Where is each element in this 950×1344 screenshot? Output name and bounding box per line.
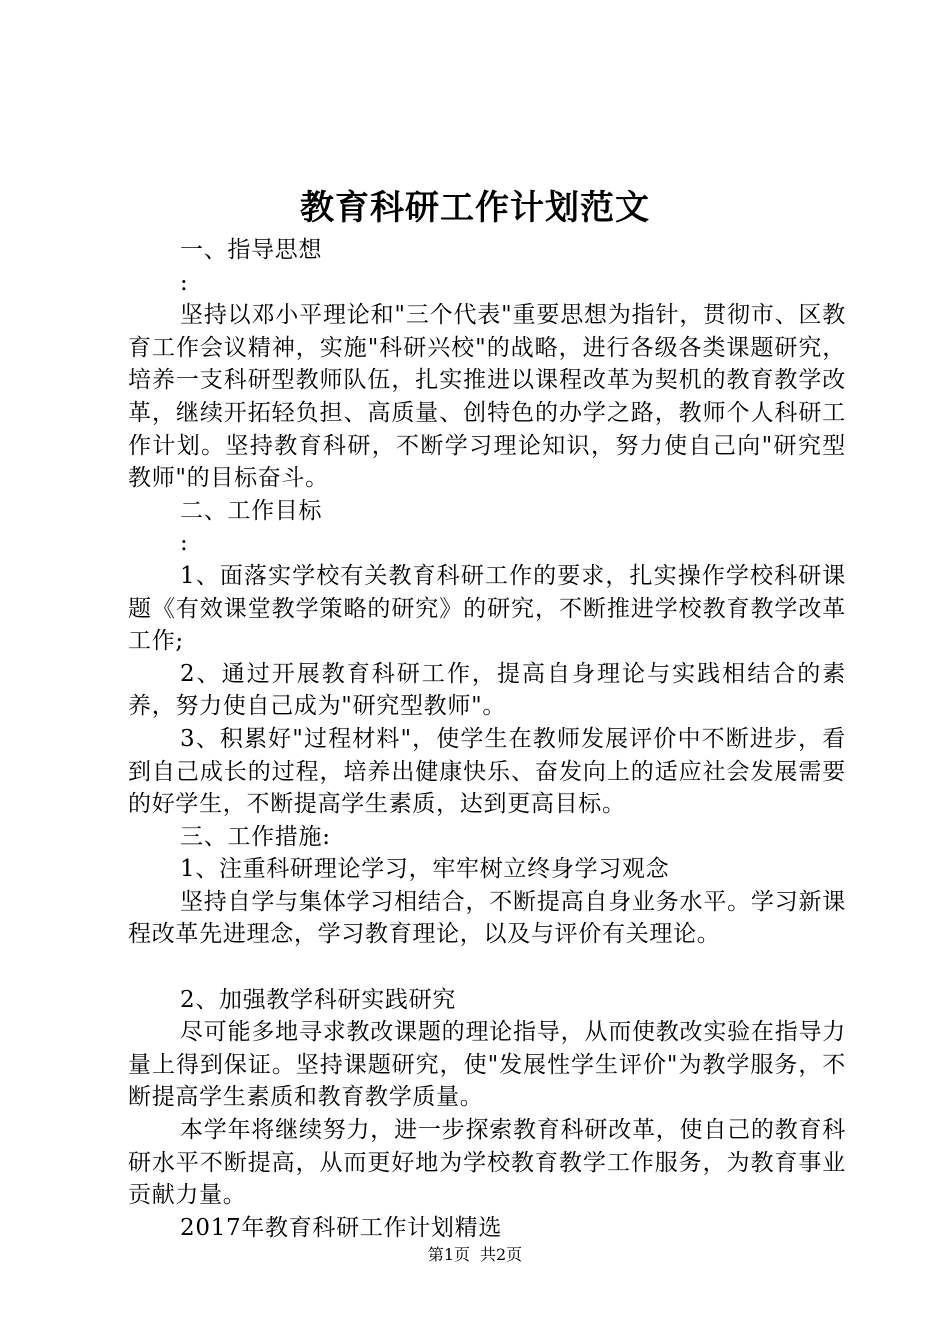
measure-subheading-1: 1、注重科研理论学习，牢牢树立终身学习观念 <box>180 856 670 883</box>
section-heading-work-goals: 二、工作目标 <box>180 497 323 524</box>
measure-subheading-2: 2、加强教学科研实践研究 <box>180 986 457 1013</box>
section-heading-guiding-ideology: 一、指导思想 <box>180 237 323 263</box>
paragraph-guiding-ideology: 坚持以邓小平理论和"三个代表"重要思想为指针，贯彻市、区教育工作会议精神，实施"科研兴校"的战略，进行各级各类课题研究，培养一支科研型教师队伍，扎实推进以课程改革为契机的教育教学改革，继续开拓轻负担、高质量、创特色的办学之路，教师个人科研工作计划。坚持教育科研，不断学习理论知识，努力使自己向"研究型教师"的目标奋斗。 <box>128 302 846 492</box>
section-colon: : <box>180 269 189 296</box>
section-colon: : <box>180 530 189 557</box>
page-footer <box>0 1244 950 1266</box>
document-body <box>128 234 846 1244</box>
blank-line <box>128 951 846 984</box>
next-article-title: 2017年教育科研工作计划精选 <box>180 1214 503 1241</box>
section-heading-work-measures: 三、工作措施: <box>180 823 331 850</box>
goal-item-1: 1、面落实学校有关教育科研工作的要求，扎实操作学校科研课题《有效课堂教学策略的研究》的研究，不断推进学校教育教学改革工作; <box>128 562 846 655</box>
measure-paragraph-1: 坚持自学与集体学习相结合，不断提高自身业务水平。学习新课程改革先进理念，学习教育理论，以及与评价有关理论。 <box>128 888 846 948</box>
goal-item-2: 2、通过开展教育科研工作，提高自身理论与实践相结合的素养，努力使自己成为"研究型教师"。 <box>128 660 846 720</box>
goal-item-3: 3、积累好"过程材料"，使学生在教师发展评价中不断进步，看到自己成长的过程，培养出健康快乐、奋发向上的适应社会发展需要的好学生，不断提高学生素质，达到更高目标。 <box>128 725 846 818</box>
closing-paragraph: 本学年将继续努力，进一步探索教育科研改革，使自己的教育科研水平不断提高，从而更好地为学校教育教学工作服务，为教育事业贡献力量。 <box>128 1117 846 1209</box>
measure-paragraph-2: 尽可能多地寻求教改课题的理论指导，从而使教改实验在指导力量上得到保证。坚持课题研究，使"发展性学生评价"为教学服务，不断提高学生素质和教育教学质量。 <box>128 1019 846 1111</box>
page-number: 第1页 <box>427 1245 470 1264</box>
page-total: 共2页 <box>480 1245 523 1264</box>
document-title: 教育科研工作计划范文 <box>300 188 650 228</box>
